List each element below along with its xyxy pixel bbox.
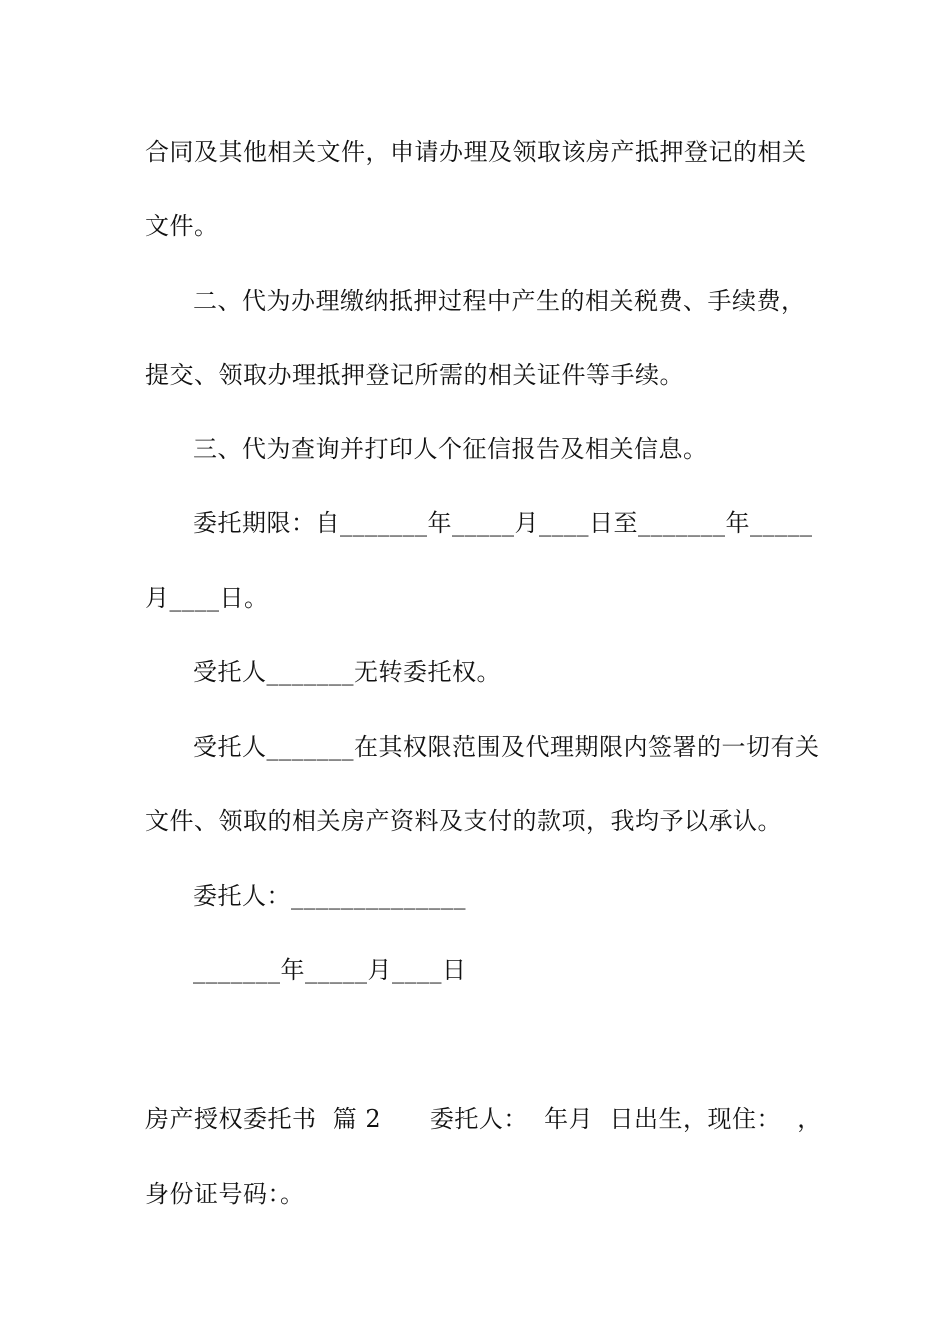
acknowledgement-line-2: 文件、领取的相关房产资料及支付的款项，我均予以承认。: [145, 807, 782, 835]
section-two-heading: 房产授权委托书 篇 2 委托人： 年月 日出生，现住： ，: [145, 1105, 822, 1133]
signature-date: _______年_____月____日: [193, 956, 467, 984]
acknowledgement-line-1: 受托人_______在其权限范围及代理期限内签署的一切有关: [193, 733, 820, 761]
clause-two-line-1: 二、代为办理缴纳抵押过程中产生的相关税费、手续费，: [193, 287, 806, 315]
no-subdelegation: 受托人_______无转委托权。: [193, 658, 501, 686]
paragraph-line-2: 文件。: [145, 212, 219, 240]
term-period-line-1: 委托期限：自_______年_____月____日至_______年_____: [193, 509, 813, 537]
clause-three: 三、代为查询并打印人个征信报告及相关信息。: [193, 435, 708, 463]
principal-signature: 委托人：______________: [193, 882, 466, 910]
clause-two-line-2: 提交、领取办理抵押登记所需的相关证件等手续。: [145, 361, 684, 389]
id-number-line: 身份证号码：。: [145, 1180, 305, 1208]
term-period-line-2: 月____日。: [145, 584, 269, 612]
paragraph-line-1: 合同及其他相关文件，申请办理及领取该房产抵押登记的相关: [145, 138, 807, 166]
